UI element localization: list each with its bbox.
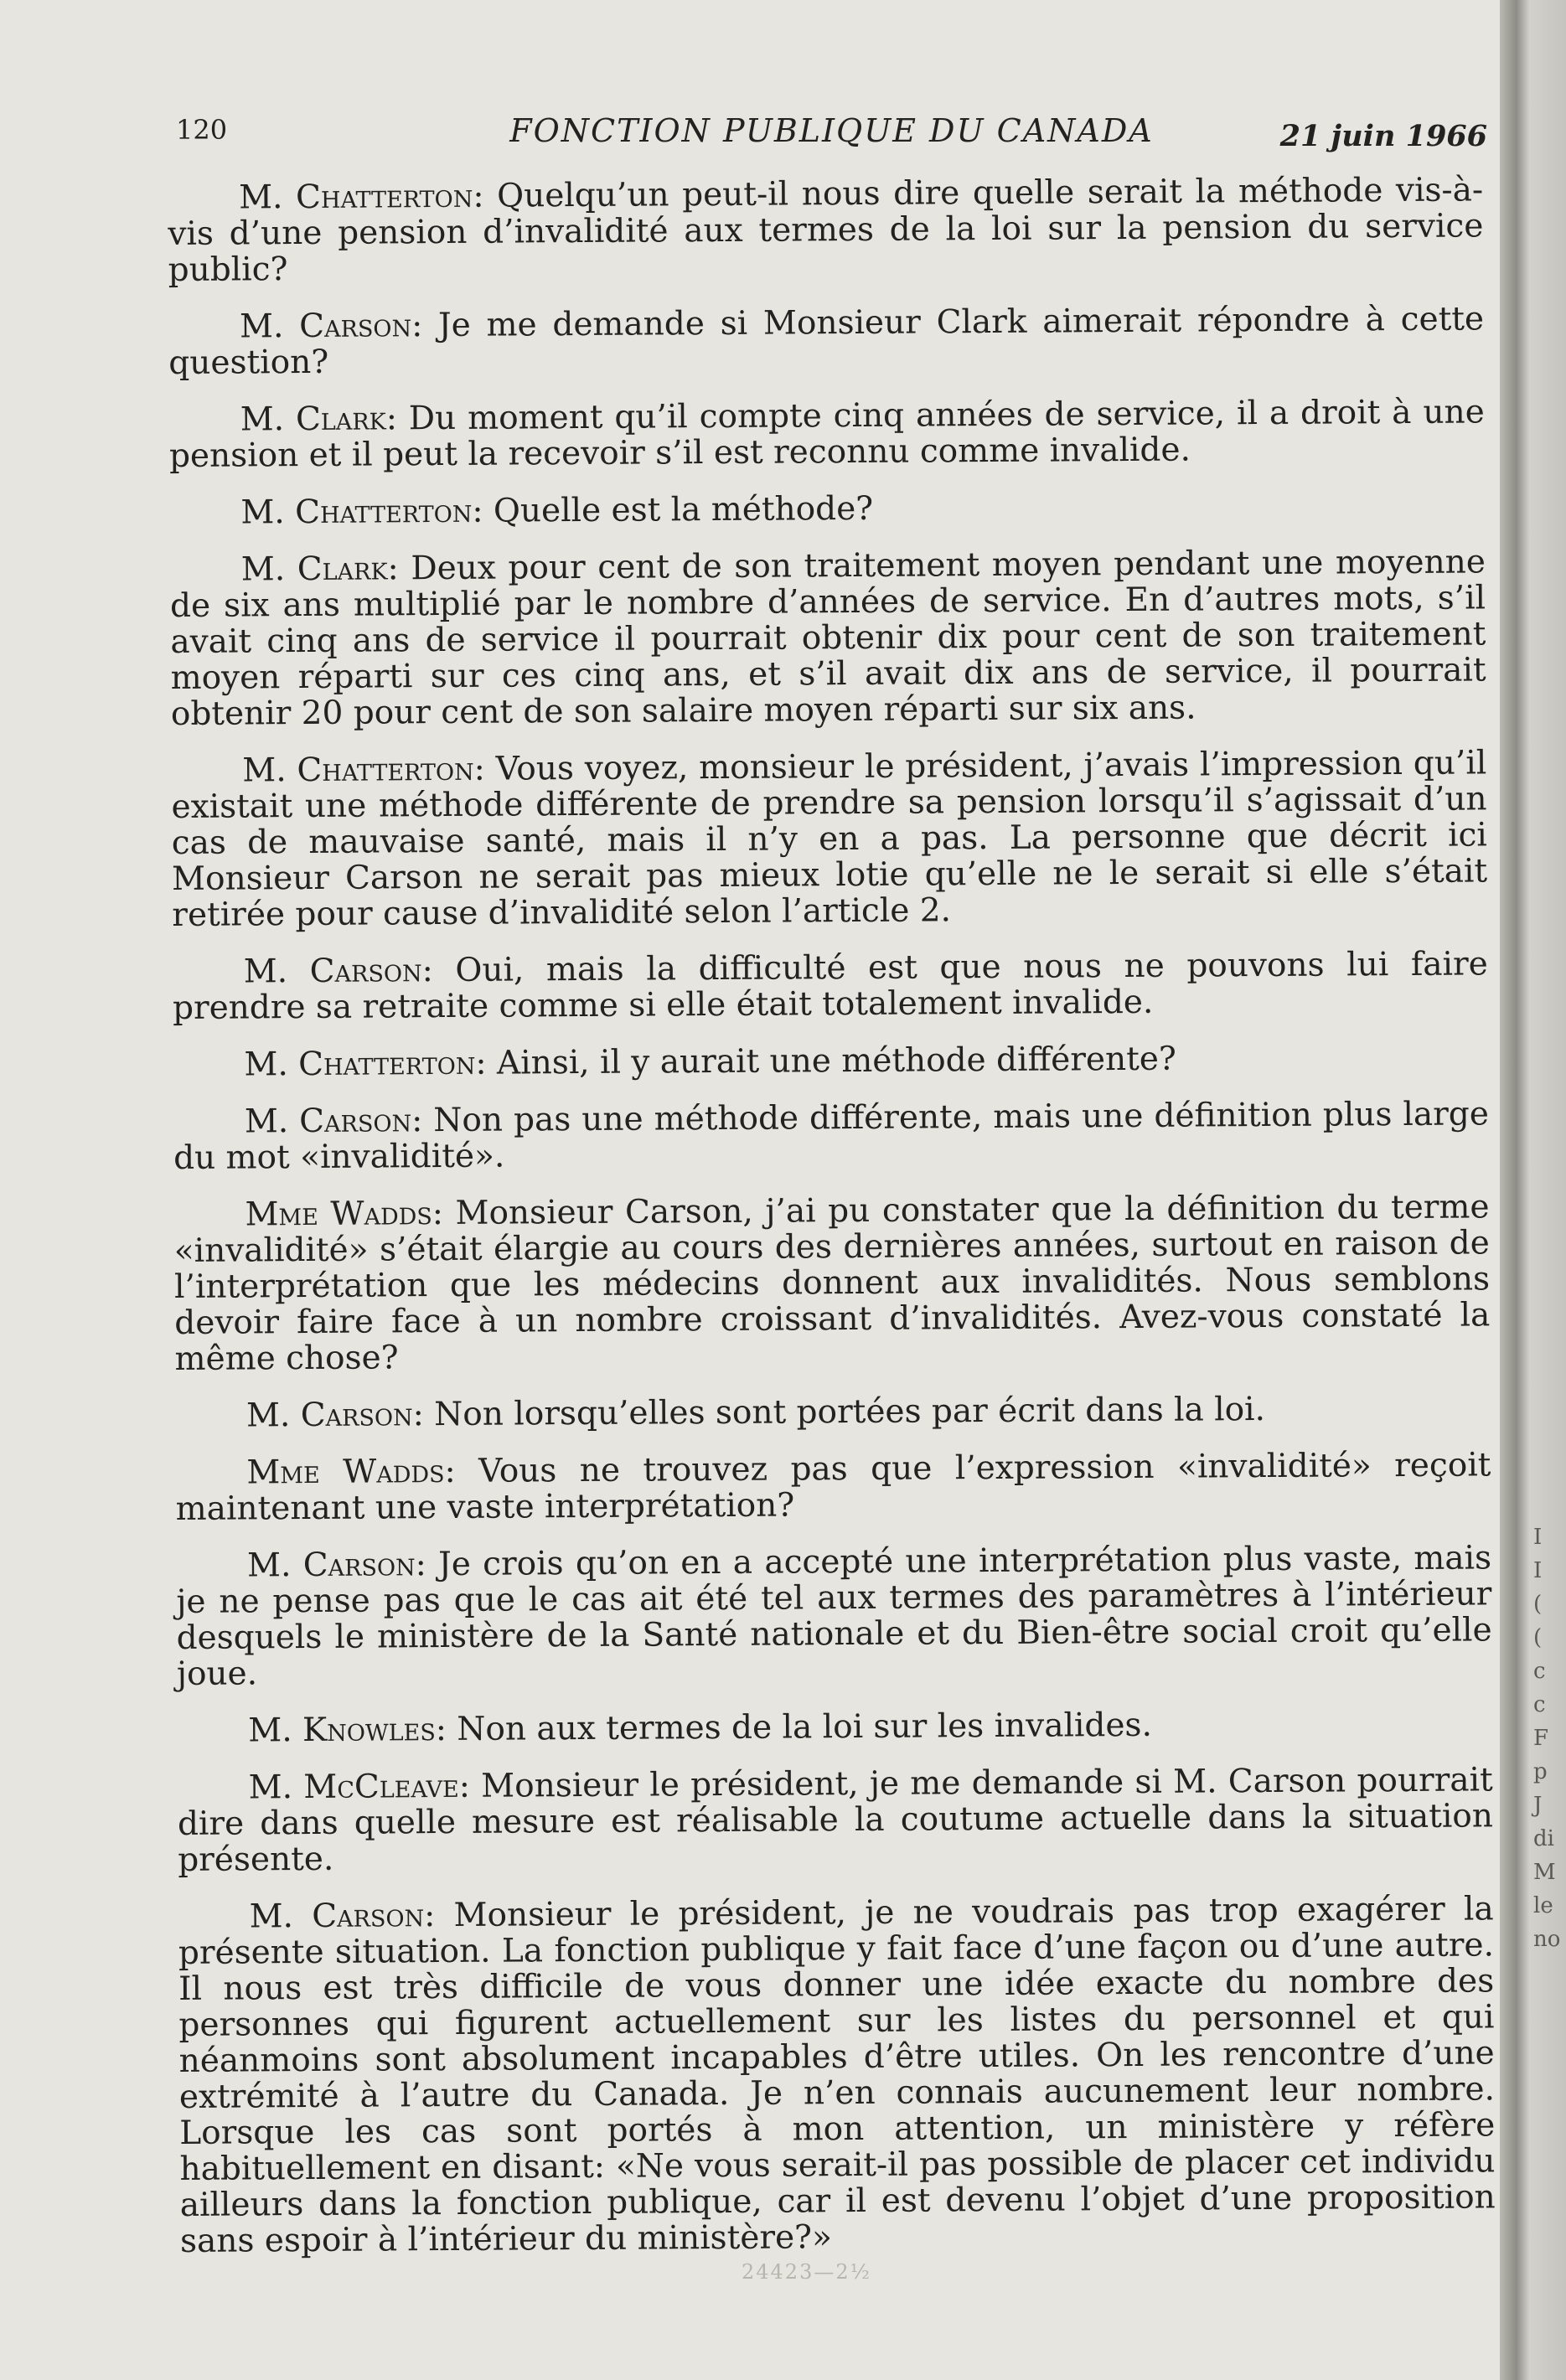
margin-fragment: J	[1533, 1793, 1543, 1818]
speaker-name: M. Chatterton:	[244, 1044, 487, 1084]
speaker-name: M. McCleave:	[248, 1767, 471, 1807]
paragraph-text: Monsieur le président, je me demande si M. Carson pourrait dire dans quelle mesure est réalisable la coutume actuelle dans la situation présente.	[177, 1761, 1494, 1879]
paragraph-text: Monsieur Carson, j’ai pu constater que la définition du terme «invalidité» s’était élargie au cours des dernières années, surtout en raison de l’interprétation que les médecins donnent aux invalidités. Nous semblons devoir faire face à un nombre croissant d’invalidités. Avez-vous constaté la même chose?	[173, 1188, 1491, 1378]
transcript-paragraph	[169, 394, 1485, 474]
transcript-paragraph	[178, 1762, 1494, 1878]
paragraph-text: Quelqu’un peut-il nous dire quelle serait la méthode vis-à-vis d’une pension d’invalidité aux termes de la loi sur la pension du service public?	[168, 171, 1484, 289]
paragraph-text: Quelle est la méthode?	[483, 489, 874, 530]
speaker-name: M. Carson:	[246, 1546, 426, 1585]
running-title: FONCTION PUBLIQUE DU CANADA	[509, 112, 1154, 149]
printer-signature-mark: 24423—2½	[742, 2260, 871, 2284]
margin-fragment: le	[1533, 1893, 1553, 1918]
margin-fragment: (	[1533, 1592, 1543, 1617]
margin-fragment: di	[1533, 1826, 1554, 1851]
speaker-name: M. Chatterton:	[238, 177, 484, 217]
speaker-name: M. Carson:	[243, 952, 433, 991]
paragraph-text: Du moment qu’il compte cinq années de service, il a droit à une pension et il peut la recevoir s’il est reconnu comme invalide.	[168, 393, 1485, 475]
transcript-paragraph	[173, 946, 1488, 1026]
transcript-paragraph	[177, 1705, 1492, 1749]
margin-fragment: I	[1533, 1558, 1543, 1583]
paragraph-text: Oui, mais la difficulté est que nous ne pouvons lui faire prendre sa retraite comme si elle était totalement invalide.	[172, 945, 1488, 1027]
paragraph-text: Je me demande si Monsieur Clark aimerait répondre à cette question?	[168, 300, 1485, 382]
transcript-paragraph	[171, 745, 1487, 933]
facing-page-fragments	[1533, 1525, 1563, 1960]
transcript-paragraph	[175, 1447, 1491, 1527]
transcript-paragraph	[175, 1390, 1491, 1434]
margin-fragment: c	[1533, 1692, 1546, 1717]
speaker-name: M. Chatterton:	[242, 750, 486, 790]
paragraph-text: Je crois qu’on en a accepté une interprétation plus vaste, mais je ne pense pas que le cas ait été tel aux termes des paramètres à l’intérieur desquels le ministère de la Santé nationale et du Bien-être social croit qu’elle joue.	[176, 1539, 1492, 1693]
paragraph-text: Deux pour cent de son traitement moyen pendant une moyenne de six ans multiplié par le nombre d’années de service. En d’autres mots, s’il avait cinq ans de service il pourrait obtenir dix pour cent de son traitement moyen réparti sur ces cinq ans, et s’il avait dix ans de service, il pourrait obtenir 20 pour cent de son salaire moyen réparti sur six ans.	[169, 543, 1486, 733]
margin-fragment: F	[1533, 1726, 1549, 1751]
transcript-paragraph	[173, 1096, 1489, 1176]
speaker-name: M. Clark:	[240, 400, 398, 439]
transcript-paragraph	[168, 172, 1484, 288]
speaker-name: Mme Wadds:	[246, 1452, 456, 1492]
speaker-name: Mme Wadds:	[245, 1195, 444, 1234]
transcript-paragraph	[170, 544, 1486, 732]
transcript-body	[168, 172, 1496, 2280]
page-number: 120	[176, 114, 228, 146]
margin-fragment: (	[1533, 1625, 1543, 1650]
transcript-paragraph	[169, 487, 1485, 531]
speaker-name: M. Carson:	[249, 1897, 436, 1936]
paragraph-text: Non aux termes de la loi sur les invalides.	[446, 1706, 1153, 1749]
page-header	[176, 107, 1487, 157]
transcript-paragraph	[173, 1039, 1488, 1083]
margin-fragment: no	[1533, 1927, 1561, 1952]
margin-fragment: M	[1533, 1860, 1556, 1885]
paragraph-text: Monsieur le président, je ne voudrais pas trop exagérer la présente situation. La fonction publique y fait face d’une façon ou d’une autre. Il nous est très difficile de vous donner une idée exacte du nombre des personnes qui figurent actuellement sur les listes du personnel et qui néanmoins sont absolument incapables d’être utiles. On les rencontre d’une extrémité à l’autre du Canada. Je n’en connais aucunement leur nombre. Lorsque les cas sont portés à mon attention, un ministère y réfère habituellement en disant: «Ne vous serait-il pas possible de placer cet individu ailleurs dans la fonction publique, car il est devenu l’objet d’une proposition sans espoir à l’intérieur du ministère?»	[178, 1890, 1496, 2260]
transcript-paragraph	[168, 301, 1484, 381]
speaker-name: M. Knowles:	[248, 1711, 447, 1750]
margin-fragment: I	[1533, 1525, 1543, 1550]
speaker-name: M. Carson:	[244, 1102, 423, 1141]
margin-fragment: p	[1533, 1759, 1548, 1784]
transcript-paragraph	[176, 1540, 1492, 1692]
transcript-paragraph	[173, 1189, 1490, 1377]
speaker-name: M. Carson:	[239, 307, 423, 346]
paragraph-text: Ainsi, il y aurait une méthode différente?	[486, 1040, 1176, 1082]
header-date: 21 juin 1966	[1279, 119, 1487, 153]
margin-fragment: c	[1533, 1659, 1546, 1684]
paragraph-text: Vous ne trouvez pas que l’expression «invalidité» reçoit maintenant une vaste interprétation?	[175, 1446, 1491, 1528]
speaker-name: M. Carson:	[245, 1396, 424, 1435]
paragraph-text: Non pas une méthode différente, mais une définition plus large du mot «invalidité».	[173, 1095, 1489, 1177]
speaker-name: M. Clark:	[240, 550, 399, 589]
speaker-name: M. Chatterton:	[240, 492, 483, 532]
book-spine-edge	[1500, 0, 1566, 2380]
paragraph-text: Vous voyez, monsieur le président, j’avais l’impression qu’il existait une méthode différente de prendre sa pension lorsqu’il s’agissait d’un cas de mauvaise santé, mais il n’y en a pas. La personne que décrit ici Monsieur Carson ne serait pas mieux lotie qu’elle ne le serait si elle s’était retirée pour cause d’invalidité selon l’article 2.	[171, 744, 1488, 934]
transcript-paragraph	[178, 1891, 1496, 2259]
paragraph-text: Non lorsqu’elles sont portées par écrit dans la loi.	[423, 1391, 1266, 1434]
